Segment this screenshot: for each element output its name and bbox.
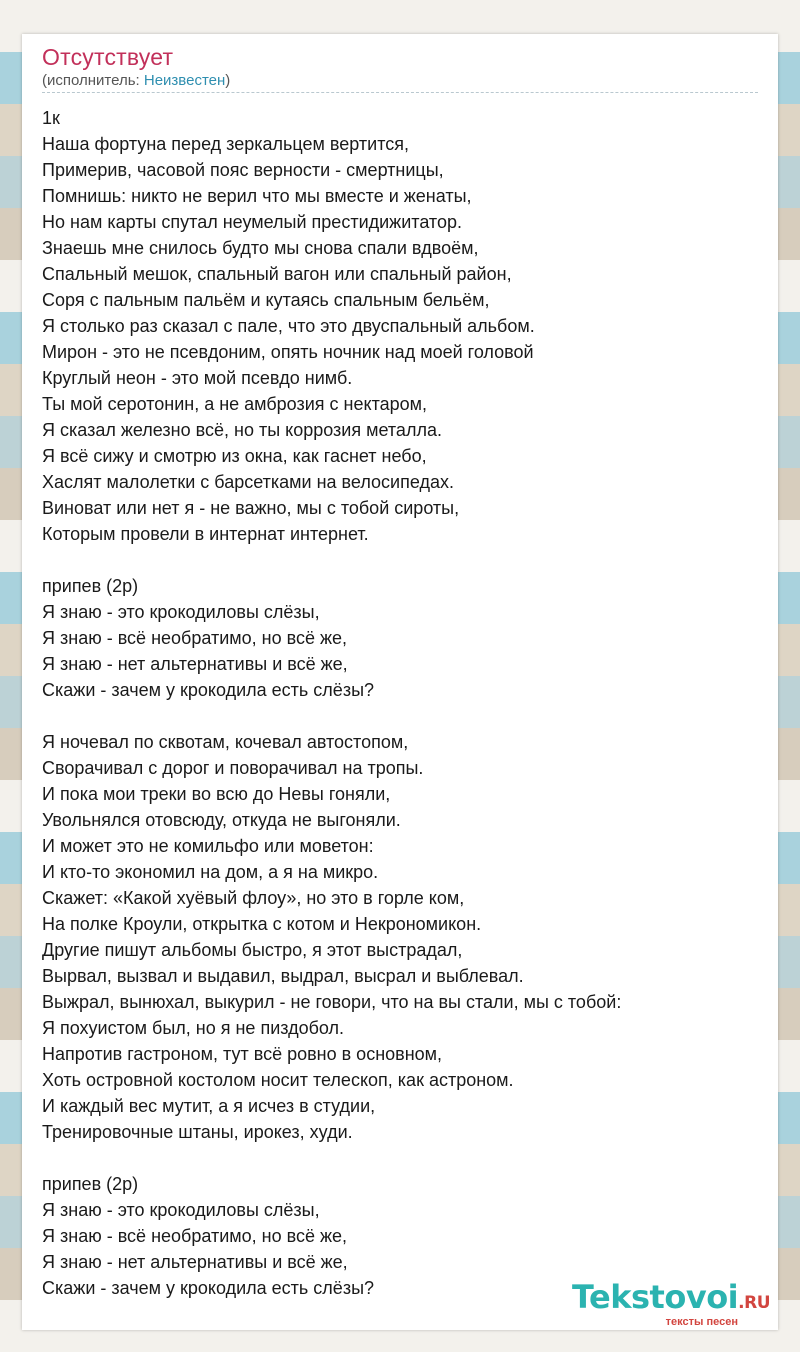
lyric-line: Выжрал, вынюхал, выкурил - не говори, что на вы стали, мы с тобой:: [42, 992, 622, 1012]
lyric-line: припев (2р): [42, 576, 139, 596]
lyric-line: И каждый вес мутит, а я исчез в студии,: [42, 1096, 376, 1116]
logo-tagline: тексты песен: [665, 1316, 738, 1328]
logo-name: Tekstovoi: [571, 1278, 739, 1316]
lyric-line: Я столько раз сказал с пале, что это двуспальный альбом.: [42, 316, 535, 336]
lyric-line: Тренировочные штаны, ирокез, худи.: [42, 1122, 353, 1142]
lyric-line: Я знаю - нет альтернативы и всё же,: [42, 654, 348, 674]
lyric-line: Я похуистом был, но я не пиздобол.: [42, 1018, 345, 1038]
lyric-line: Я всё сижу и смотрю из окна, как гаснет небо,: [42, 446, 427, 466]
lyric-line: Я знаю - нет альтернативы и всё же,: [42, 1252, 348, 1272]
stanza-break: [42, 703, 762, 729]
lyric-line: Помнишь: никто не верил что мы вместе и женаты,: [42, 186, 472, 206]
lyric-line: Спальный мешок, спальный вагон или спальный район,: [42, 264, 512, 284]
lyric-line: И может это не комильфо или моветон:: [42, 836, 374, 856]
artist-link[interactable]: Неизвестен: [143, 72, 226, 89]
stanza-break: [42, 547, 762, 573]
lyric-line: Которым провели в интернат интернет.: [42, 524, 369, 544]
lyric-line: Я знаю - всё необратимо, но всё же,: [42, 1226, 348, 1246]
lyric-line: Но нам карты спутал неумелый престидижитатор.: [42, 212, 462, 232]
lyric-line: Я знаю - всё необратимо, но всё же,: [42, 628, 348, 648]
lyric-line: Хаслят малолетки с барсетками на велосипедах.: [42, 472, 454, 492]
lyric-line: Напротив гастроном, тут всё ровно в основном,: [42, 1044, 443, 1064]
artist-prefix: (исполнитель:: [42, 72, 144, 89]
lyric-line: Сворачивал с дорог и поворачивал на тропы.: [42, 758, 424, 778]
lyric-line: Наша фортуна перед зеркальцем вертится,: [42, 134, 409, 154]
lyric-line: Виноват или нет я - не важно, мы с тобой сироты,: [42, 498, 460, 518]
lyric-line: Хоть островной костолом носит телескоп, как астроном.: [42, 1070, 514, 1090]
lyric-line: Я знаю - это крокодиловы слёзы,: [42, 1200, 320, 1220]
artist-line: [42, 72, 230, 89]
lyrics-card: [22, 34, 778, 1330]
lyric-line: Другие пишут альбомы быстро, я этот выстрадал,: [42, 940, 463, 960]
lyric-line: Мирон - это не псевдоним, опять ночник над моей головой: [42, 342, 534, 362]
title-divider: [42, 92, 758, 93]
lyric-line: 1к: [42, 108, 60, 128]
logo-tld: .RU: [738, 1293, 770, 1313]
site-logo[interactable]: [572, 1280, 770, 1328]
lyric-line: Примерив, часовой пояс верности - смертницы,: [42, 160, 444, 180]
lyric-line: И пока мои треки во всю до Невы гоняли,: [42, 784, 391, 804]
lyric-line: Я ночевал по сквотам, кочевал автостопом,: [42, 732, 409, 752]
lyric-line: Увольнялся отовсюду, откуда не выгоняли.: [42, 810, 401, 830]
logo-wordmark: [572, 1280, 770, 1320]
lyric-line: Скажи - зачем у крокодила есть слёзы?: [42, 680, 375, 700]
lyric-line: И кто-то экономил на дом, а я на микро.: [42, 862, 379, 882]
lyrics-body: [42, 105, 762, 1301]
lyric-line: Знаешь мне снилось будто мы снова спали вдвоём,: [42, 238, 479, 258]
lyric-line: припев (2р): [42, 1174, 139, 1194]
artist-suffix: ): [225, 72, 231, 89]
lyric-line: Скажет: «Какой хуёвый флоу», но это в горле ком,: [42, 888, 465, 908]
lyric-line: Я знаю - это крокодиловы слёзы,: [42, 602, 320, 622]
lyric-line: Круглый неон - это мой псевдо нимб.: [42, 368, 353, 388]
stanza-break: [42, 1145, 762, 1171]
lyric-line: Соря с пальным пальём и кутаясь спальным бельём,: [42, 290, 490, 310]
lyric-line: Вырвал, вызвал и выдавил, выдрал, высрал и выблевал.: [42, 966, 524, 986]
song-title: Отсутствует: [42, 44, 174, 70]
lyric-line: На полке Кроули, открытка с котом и Некрономикон.: [42, 914, 482, 934]
lyric-line: Скажи - зачем у крокодила есть слёзы?: [42, 1278, 375, 1298]
lyric-line: Ты мой серотонин, а не амброзия с нектаром,: [42, 394, 428, 414]
lyric-line: Я сказал железно всё, но ты коррозия металла.: [42, 420, 442, 440]
